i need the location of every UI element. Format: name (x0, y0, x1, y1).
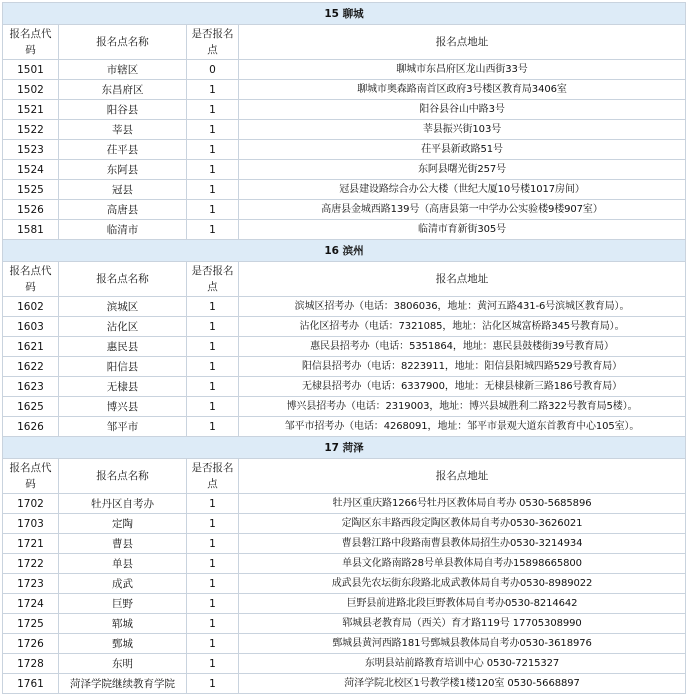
registration-points-table (2, 2, 686, 694)
cell-is-point: 1 (187, 654, 239, 674)
table-row (3, 674, 686, 694)
header-is-point: 是否报名点 (187, 459, 239, 494)
cell-is-point: 0 (187, 60, 239, 80)
header-address: 报名点地址 (239, 25, 686, 60)
cell-is-point: 1 (187, 160, 239, 180)
cell-is-point: 1 (187, 80, 239, 100)
cell-address: 菏泽学院北校区1号教学楼1楼120室 0530-5668897 (239, 674, 686, 694)
header-name: 报名点名称 (59, 262, 187, 297)
section-title: 17 菏泽 (3, 437, 686, 459)
cell-address: 冠县建设路综合办公大楼（世纪大厦10号楼1017房间） (239, 180, 686, 200)
cell-address: 牡丹区重庆路1266号牡丹区教体局自考办 0530-5685896 (239, 494, 686, 514)
cell-name: 曹县 (59, 534, 187, 554)
cell-address: 单县文化路南路28号单县教体局自考办15898665800 (239, 554, 686, 574)
column-header-row (3, 262, 686, 297)
cell-code: 1724 (3, 594, 59, 614)
header-code: 报名点代码 (3, 459, 59, 494)
cell-name: 阳信县 (59, 357, 187, 377)
cell-code: 1626 (3, 417, 59, 437)
cell-code: 1623 (3, 377, 59, 397)
cell-name: 菏泽学院继续教育学院 (59, 674, 187, 694)
cell-code: 1703 (3, 514, 59, 534)
cell-code: 1702 (3, 494, 59, 514)
table-row (3, 60, 686, 80)
cell-name: 邹平市 (59, 417, 187, 437)
header-code: 报名点代码 (3, 262, 59, 297)
cell-is-point: 1 (187, 614, 239, 634)
cell-code: 1523 (3, 140, 59, 160)
cell-address: 无棣县招考办（电话：6337900，地址：无棣县棣新三路186号教育局） (239, 377, 686, 397)
cell-code: 1524 (3, 160, 59, 180)
cell-name: 市辖区 (59, 60, 187, 80)
cell-is-point: 1 (187, 494, 239, 514)
cell-address: 聊城市奥森路南首区政府3号楼区教育局3406室 (239, 80, 686, 100)
header-code: 报名点代码 (3, 25, 59, 60)
table-row (3, 200, 686, 220)
header-is-point: 是否报名点 (187, 262, 239, 297)
table-row (3, 297, 686, 317)
cell-name: 茌平县 (59, 140, 187, 160)
cell-is-point: 1 (187, 200, 239, 220)
cell-code: 1602 (3, 297, 59, 317)
table-row (3, 514, 686, 534)
cell-address: 高唐县金城西路139号（高唐县第一中学办公实验楼9楼907室） (239, 200, 686, 220)
cell-code: 1502 (3, 80, 59, 100)
cell-address: 曹县磐江路中段路南曹县教体局招生办0530-3214934 (239, 534, 686, 554)
cell-code: 1581 (3, 220, 59, 240)
column-header-row (3, 459, 686, 494)
table-row (3, 220, 686, 240)
cell-is-point: 1 (187, 220, 239, 240)
cell-is-point: 1 (187, 417, 239, 437)
cell-address: 巨野县前进路北段巨野教体局自考办0530-8214642 (239, 594, 686, 614)
cell-address: 沾化区招考办（电话：7321085，地址：沾化区城富桥路345号教育局）。 (239, 317, 686, 337)
table-body (3, 3, 686, 694)
section-header-row (3, 3, 686, 25)
header-is-point: 是否报名点 (187, 25, 239, 60)
cell-address: 郓城县老教育局（西关）育才路119号 17705308990 (239, 614, 686, 634)
cell-code: 1721 (3, 534, 59, 554)
cell-address: 临清市育新街305号 (239, 220, 686, 240)
cell-is-point: 1 (187, 140, 239, 160)
cell-address: 成武县先农坛街东段路北成武教体局自考办0530-8989022 (239, 574, 686, 594)
cell-code: 1622 (3, 357, 59, 377)
cell-name: 莘县 (59, 120, 187, 140)
cell-is-point: 1 (187, 397, 239, 417)
cell-name: 东明 (59, 654, 187, 674)
table-row (3, 634, 686, 654)
table-row (3, 397, 686, 417)
cell-code: 1761 (3, 674, 59, 694)
cell-address: 阳信县招考办（电话：8223911，地址：阳信县阳城四路529号教育局） (239, 357, 686, 377)
cell-code: 1728 (3, 654, 59, 674)
cell-code: 1525 (3, 180, 59, 200)
table-row (3, 80, 686, 100)
cell-address: 东明县站前路教育培训中心 0530-7215327 (239, 654, 686, 674)
table-row (3, 100, 686, 120)
cell-is-point: 1 (187, 574, 239, 594)
cell-is-point: 1 (187, 377, 239, 397)
cell-name: 东昌府区 (59, 80, 187, 100)
cell-is-point: 1 (187, 554, 239, 574)
cell-name: 成武 (59, 574, 187, 594)
header-address: 报名点地址 (239, 459, 686, 494)
table-row (3, 120, 686, 140)
cell-name: 牡丹区自考办 (59, 494, 187, 514)
table-row (3, 554, 686, 574)
cell-code: 1723 (3, 574, 59, 594)
cell-address: 邹平市招考办（电话：4268091，地址：邹平市景观大道东首教育中心105室）。 (239, 417, 686, 437)
cell-name: 单县 (59, 554, 187, 574)
table-row (3, 337, 686, 357)
cell-name: 郓城 (59, 614, 187, 634)
table-row (3, 357, 686, 377)
cell-is-point: 1 (187, 674, 239, 694)
cell-name: 阳谷县 (59, 100, 187, 120)
cell-code: 1522 (3, 120, 59, 140)
cell-code: 1725 (3, 614, 59, 634)
table-row (3, 574, 686, 594)
cell-name: 沾化区 (59, 317, 187, 337)
table-row (3, 180, 686, 200)
cell-name: 无棣县 (59, 377, 187, 397)
cell-address: 茌平县新政路51号 (239, 140, 686, 160)
table-row (3, 614, 686, 634)
table-row (3, 494, 686, 514)
section-header-row (3, 240, 686, 262)
table-row (3, 377, 686, 397)
cell-address: 东阿县曙光街257号 (239, 160, 686, 180)
cell-is-point: 1 (187, 357, 239, 377)
cell-is-point: 1 (187, 534, 239, 554)
cell-address: 惠民县招考办（电话：5351864，地址：惠民县鼓楼街39号教育局） (239, 337, 686, 357)
cell-is-point: 1 (187, 514, 239, 534)
cell-name: 东阿县 (59, 160, 187, 180)
cell-code: 1722 (3, 554, 59, 574)
cell-address: 阳谷县谷山中路3号 (239, 100, 686, 120)
cell-is-point: 1 (187, 634, 239, 654)
cell-address: 聊城市东昌府区龙山西街33号 (239, 60, 686, 80)
cell-name: 巨野 (59, 594, 187, 614)
section-header-row (3, 437, 686, 459)
cell-is-point: 1 (187, 317, 239, 337)
table-row (3, 594, 686, 614)
cell-code: 1621 (3, 337, 59, 357)
cell-is-point: 1 (187, 120, 239, 140)
section-title: 16 滨州 (3, 240, 686, 262)
column-header-row (3, 25, 686, 60)
cell-name: 鄄城 (59, 634, 187, 654)
cell-code: 1603 (3, 317, 59, 337)
table-row (3, 160, 686, 180)
cell-name: 博兴县 (59, 397, 187, 417)
cell-address: 鄄城县黄河西路181号鄄城县教体局自考办0530-3618976 (239, 634, 686, 654)
cell-is-point: 1 (187, 594, 239, 614)
cell-is-point: 1 (187, 297, 239, 317)
header-name: 报名点名称 (59, 25, 187, 60)
cell-is-point: 1 (187, 180, 239, 200)
table-row (3, 534, 686, 554)
cell-name: 高唐县 (59, 200, 187, 220)
cell-code: 1501 (3, 60, 59, 80)
cell-name: 惠民县 (59, 337, 187, 357)
cell-name: 冠县 (59, 180, 187, 200)
cell-address: 滨城区招考办（电话：3806036，地址：黄河五路431-6号滨城区教育局）。 (239, 297, 686, 317)
table-row (3, 317, 686, 337)
header-address: 报名点地址 (239, 262, 686, 297)
cell-name: 临清市 (59, 220, 187, 240)
cell-name: 定陶 (59, 514, 187, 534)
header-name: 报名点名称 (59, 459, 187, 494)
cell-address: 博兴县招考办（电话：2319003，地址：博兴县城胜利二路322号教育局5楼）。 (239, 397, 686, 417)
cell-code: 1625 (3, 397, 59, 417)
table-row (3, 140, 686, 160)
cell-code: 1521 (3, 100, 59, 120)
cell-address: 莘县振兴街103号 (239, 120, 686, 140)
cell-is-point: 1 (187, 100, 239, 120)
table-row (3, 654, 686, 674)
cell-is-point: 1 (187, 337, 239, 357)
cell-name: 滨城区 (59, 297, 187, 317)
table-row (3, 417, 686, 437)
cell-code: 1526 (3, 200, 59, 220)
cell-code: 1726 (3, 634, 59, 654)
section-title: 15 聊城 (3, 3, 686, 25)
cell-address: 定陶区东丰路西段定陶区教体局自考办0530-3626021 (239, 514, 686, 534)
